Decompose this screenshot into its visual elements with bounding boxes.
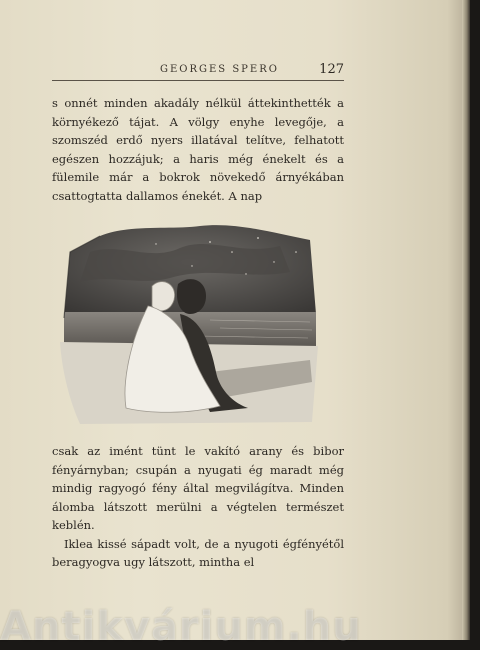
page-edge <box>462 0 470 640</box>
running-header <box>52 64 344 81</box>
paragraph: csak az imént tünt le vakító arany és bibor fényárnyban; csupán a nyugati ég maradt még mindig ragyogó fény által megvilágítva. Minden álomba látszott merülni a végtelen természet keblén. <box>52 444 344 532</box>
text-block-top <box>52 94 344 205</box>
engraving-illustration <box>60 222 318 424</box>
text-block-bottom <box>52 442 344 572</box>
page-number: 127 <box>319 62 344 77</box>
paragraph: s onnét minden akadály nélkül áttekinthették a környékező tájat. A völgy enyhe levegője, a szomszéd erdő nyers illatával telítve, felhatott egészen hozzájuk; a haris még énekelt és a fülemile már a bokrok növekedő árnyékában csattogtatta dallamos énekét. A nap <box>52 96 344 203</box>
watermark: Antikvárium.hu <box>0 604 362 650</box>
paragraph: Iklea kissé sápadt volt, de a nyugoti égfényétől beragyogva ugy látszott, mintha el <box>52 536 344 569</box>
running-header-title: GEORGES SPERO <box>160 64 279 75</box>
